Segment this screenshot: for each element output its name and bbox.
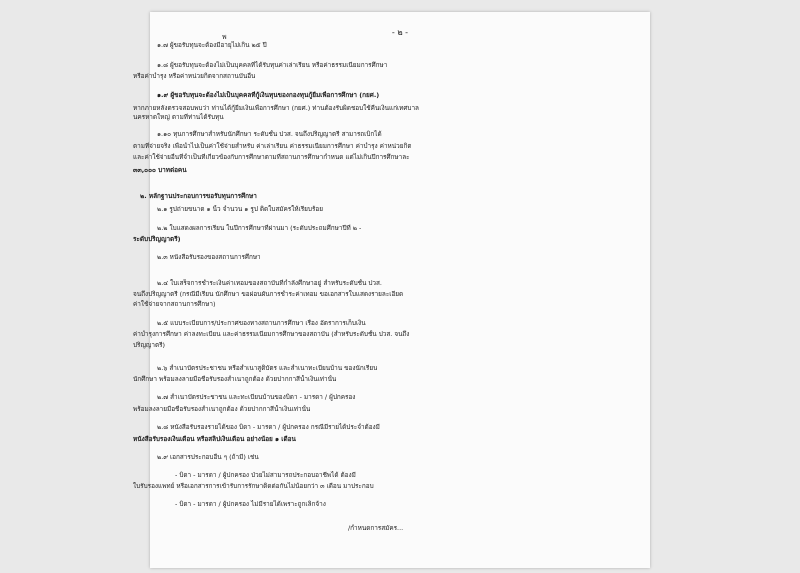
text-line-21: ปริญญาตรี) bbox=[133, 341, 166, 349]
text-line-9: และค่าใช้จ่ายอื่นที่จำเป็นที่เกี่ยวข้องกับการศึกษาตามที่สถานการศึกษากำหนด แต่ไม่เกินปีการศึกษาละ bbox=[133, 153, 410, 161]
text-line-20: ค่าบำรุงการศึกษา ค่าลงทะเบียน และค่าธรรมเนียมการศึกษาของสถาบัน (สำหรับระดับชั้น ปวส. จนถึง bbox=[133, 330, 410, 338]
document-page bbox=[133, 12, 650, 568]
text-line-30: ใบรับรองแพทย์ หรือเอกสารการเข้ารับการรักษาติดต่อกันไม่น้อยกว่า ๓ เดือน มาประกอบ bbox=[133, 482, 374, 490]
text-line-23: นักศึกษา พร้อมลงลายมือชื่อรับรองสำเนาถูกต้อง ด้วยปากกาสีน้ำเงินเท่านั้น bbox=[133, 375, 337, 383]
text-line-31: - บิดา - มารดา / ผู้ปกครอง ไม่มีรายได้เพราะถูกเลิกจ้าง bbox=[175, 500, 326, 508]
text-line-10: ๓๓,๐๐๐ บาทต่อคน bbox=[133, 166, 187, 174]
text-line-5: หากภายหลังตรวจสอบพบว่า ท่านได้กู้ยืมเงินเพื่อการศึกษา (กยศ.) ท่านต้องรับผิดชอบใช้คืนเงินแก่เทศบาล bbox=[133, 104, 419, 112]
text-line-25: พร้อมลงลายมือชื่อรับรองสำเนาถูกต้อง ด้วยปากกาสีน้ำเงินเท่านั้น bbox=[133, 405, 311, 413]
margin-mark: พ bbox=[222, 33, 227, 41]
text-line-13: ๒.๒ ใบแสดงผลการเรียน ในปีการศึกษาที่ผ่านมา (ระดับประถมศึกษาปีที่ ๒ - bbox=[157, 224, 362, 232]
text-line-4: ๑.๙ ผู้ขอรับทุนจะต้องไม่เป็นบุคคลที่กู้เงินทุนของกองทุนกู้ยืมเพื่อการศึกษา (กยศ.) bbox=[157, 91, 380, 99]
text-line-32: /กำหนดการสมัคร... bbox=[348, 524, 404, 532]
text-line-16: ๒.๔ ใบเสร็จการชำระเงินค่าเทอมของสถาบันที่กำลังศึกษาอยู่ สำหรับระดับชั้น ปวส. bbox=[157, 279, 382, 287]
text-line-11: ๒. หลักฐานประกอบการขอรับทุนการศึกษา bbox=[140, 192, 257, 200]
text-line-8: ตามที่จ่ายจริง เพื่อนำไปเป็นค่าใช้จ่ายสำหรับ ค่าเล่าเรียน ค่าธรรมเนียมการศึกษา ค่าบำรุง ค่าหน่วยกิต bbox=[133, 142, 412, 150]
text-line-2: ๑.๘ ผู้ขอรับทุนจะต้องไม่เป็นบุคคลที่ได้รับทุนค่าเล่าเรียน หรือค่าธรรมเนียมการศึกษา bbox=[157, 61, 388, 69]
text-line-18: ค่าใช้จ่ายจากสถานการศึกษา) bbox=[133, 300, 216, 308]
text-line-26: ๒.๘ หนังสือรับรองรายได้ของ บิดา - มารดา / ผู้ปกครอง กรณีมีรายได้ประจำต้องมี bbox=[157, 423, 380, 431]
text-line-14: ระดับปริญญาตรี) bbox=[133, 235, 181, 243]
page-number: - ๒ - bbox=[391, 28, 409, 37]
text-line-28: ๒.๙ เอกสารประกอบอื่น ๆ (ถ้ามี) เช่น bbox=[157, 453, 259, 461]
text-line-22: ๒.๖ สำเนาบัตรประชาชน หรือสำเนาสูติบัตร และสำเนาทะเบียนบ้าน ของนักเรียน bbox=[157, 364, 378, 372]
text-line-15: ๒.๓ หนังสือรับรองของสถานการศึกษา bbox=[157, 253, 261, 261]
text-line-6: นครหาดใหญ่ ตามที่ท่านได้รับทุน bbox=[133, 113, 224, 121]
text-line-7: ๑.๑๐ ทุนการศึกษาสำหรับนักศึกษา ระดับชั้น ปวส. จนถึงปริญญาตรี สามารถเบิกได้ bbox=[157, 130, 382, 138]
text-line-3: หรือค่าบำรุง หรือค่าหน่วยกิตจากสถานบันอื่น bbox=[133, 72, 256, 80]
text-line-19: ๒.๕ แบบระเบียบการ/ประกาศของทางสถานการศึกษา เรื่อง อัตราการเก็บเงิน bbox=[157, 319, 366, 327]
text-line-17: จนถึงปริญญาตรี (กรณีมีเรียน นักศึกษา ขอผ่อนผันการชำระค่าเทอม ขอเอกสารใบแสดงรายละเอียด bbox=[133, 290, 404, 298]
text-line-27: หนังสือรับรองเงินเดือน หรือสลิปเงินเดือน อย่างน้อย ๑ เดือน bbox=[133, 435, 296, 443]
text-line-1: ๑.๗ ผู้ขอรับทุนจะต้องมีอายุไม่เกิน ๒๕ ปี bbox=[157, 41, 267, 49]
text-line-12: ๒.๑ รูปถ่ายขนาด ๑ นิ้ว จำนวน ๑ รูป ติดใบสมัครให้เรียบร้อย bbox=[157, 205, 323, 213]
text-line-29: - บิดา - มารดา / ผู้ปกครอง ป่วยไม่สามารถประกอบอาชีพได้ ต้องมี bbox=[175, 471, 356, 479]
text-line-24: ๒.๗ สำเนาบัตรประชาชน และทะเบียนบ้านของบิดา - มารดา / ผู้ปกครอง bbox=[157, 393, 356, 401]
